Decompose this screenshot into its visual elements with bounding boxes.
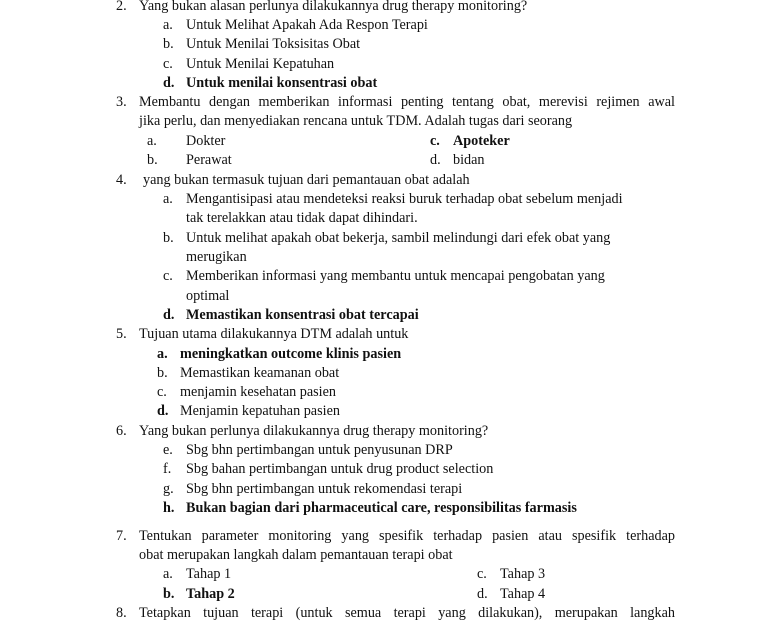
answer-option-text: Tahap 2: [186, 586, 235, 602]
option-letter: d.: [163, 307, 175, 323]
option-text: Untuk Menilai Toksisitas Obat: [186, 36, 361, 52]
option-letter: d.: [163, 75, 175, 91]
option-text: Untuk melihat apakah obat bekerja, sambil melindungi dari efek obat yang: [186, 230, 611, 246]
option-letter: c.: [163, 56, 173, 72]
option-letter: c.: [163, 268, 173, 284]
option-letter: g.: [163, 481, 174, 497]
option-text: Sbg bhn pertimbangan untuk rekomendasi terapi: [186, 481, 463, 497]
option-letter: c.: [477, 566, 487, 582]
question-text-continued: jika perlu, dan menyediakan rencana untuk TDM. Adalah tugas dari seorang: [139, 113, 573, 129]
option-letter: b.: [163, 230, 174, 246]
answer-option-text: Untuk menilai konsentrasi obat: [186, 75, 378, 91]
question-text: Tujuan utama dilakukannya DTM adalah untuk: [139, 326, 409, 342]
option-letter: f.: [163, 461, 172, 477]
question-number: 7.: [116, 528, 127, 544]
option-text: Tahap 1: [186, 566, 232, 582]
option-text: Tahap 4: [500, 586, 546, 602]
option-letter: d.: [430, 152, 441, 168]
question-text: Tetapkan tujuan terapi (untuk semua terapi yang dilakukan), merupakan langkah: [139, 605, 675, 621]
option-letter: b.: [147, 152, 158, 168]
answer-option-text: meningkatkan outcome klinis pasien: [180, 346, 402, 362]
option-text-continued: merugikan: [186, 249, 247, 265]
option-letter: b.: [163, 586, 175, 602]
answer-option-text: Memastikan konsentrasi obat tercapai: [186, 307, 419, 323]
option-text-continued: tak terelakkan atau tidak dapat dihindari.: [186, 210, 418, 226]
option-letter: a.: [163, 566, 173, 582]
question-number: 4.: [116, 172, 127, 188]
option-letter: d.: [157, 403, 169, 419]
option-letter: b.: [163, 36, 174, 52]
question-text-continued: obat merupakan langkah dalam pemantauan terapi obat: [139, 547, 453, 563]
option-text: Untuk Melihat Apakah Ada Respon Terapi: [186, 17, 428, 33]
option-text: Untuk Menilai Kepatuhan: [186, 56, 335, 72]
question-text: yang bukan termasuk tujuan dari pemantauan obat adalah: [143, 172, 470, 188]
question-number: 2.: [116, 0, 127, 14]
option-letter: b.: [157, 365, 168, 381]
question-number: 3.: [116, 94, 127, 110]
question-text: Yang bukan perlunya dilakukannya drug therapy monitoring?: [139, 423, 489, 439]
option-letter: a.: [163, 17, 173, 33]
option-text: bidan: [453, 152, 485, 168]
option-letter: a.: [157, 346, 168, 362]
option-text: Memastikan keamanan obat: [180, 365, 340, 381]
answer-option-text: Bukan bagian dari pharmaceutical care, responsibilitas farmasis: [186, 500, 577, 516]
option-letter: c.: [430, 133, 440, 149]
question-number: 6.: [116, 423, 127, 439]
question-text: Tentukan parameter monitoring yang spesifik terhadap pasien atau spesifik terhadap: [139, 528, 675, 544]
option-text: Menjamin kepatuhan pasien: [180, 403, 340, 419]
question-number: 5.: [116, 326, 127, 342]
option-letter: c.: [157, 384, 167, 400]
option-text: Memberikan informasi yang membantu untuk mencapai pengobatan yang: [186, 268, 605, 284]
option-text: Dokter: [186, 133, 226, 149]
question-number: 8.: [116, 605, 127, 621]
option-letter: h.: [163, 500, 175, 516]
option-letter: a.: [147, 133, 157, 149]
option-text: Mengantisipasi atau mendeteksi reaksi buruk terhadap obat sebelum menjadi: [186, 191, 623, 207]
option-text: Sbg bhn pertimbangan untuk penyusunan DRP: [186, 442, 453, 458]
option-text: Perawat: [186, 152, 232, 168]
option-text-continued: optimal: [186, 288, 230, 304]
option-letter: d.: [477, 586, 488, 602]
option-text: Tahap 3: [500, 566, 546, 582]
option-text: menjamin kesehatan pasien: [180, 384, 337, 400]
answer-option-text: Apoteker: [453, 133, 510, 149]
option-letter: a.: [163, 191, 173, 207]
option-letter: e.: [163, 442, 173, 458]
question-text: Yang bukan alasan perlunya dilakukannya drug therapy monitoring?: [139, 0, 528, 14]
question-text: Membantu dengan memberikan informasi penting tentang obat, merevisi rejimen awal: [139, 94, 675, 110]
option-text: Sbg bahan pertimbangan untuk drug product selection: [186, 461, 494, 477]
